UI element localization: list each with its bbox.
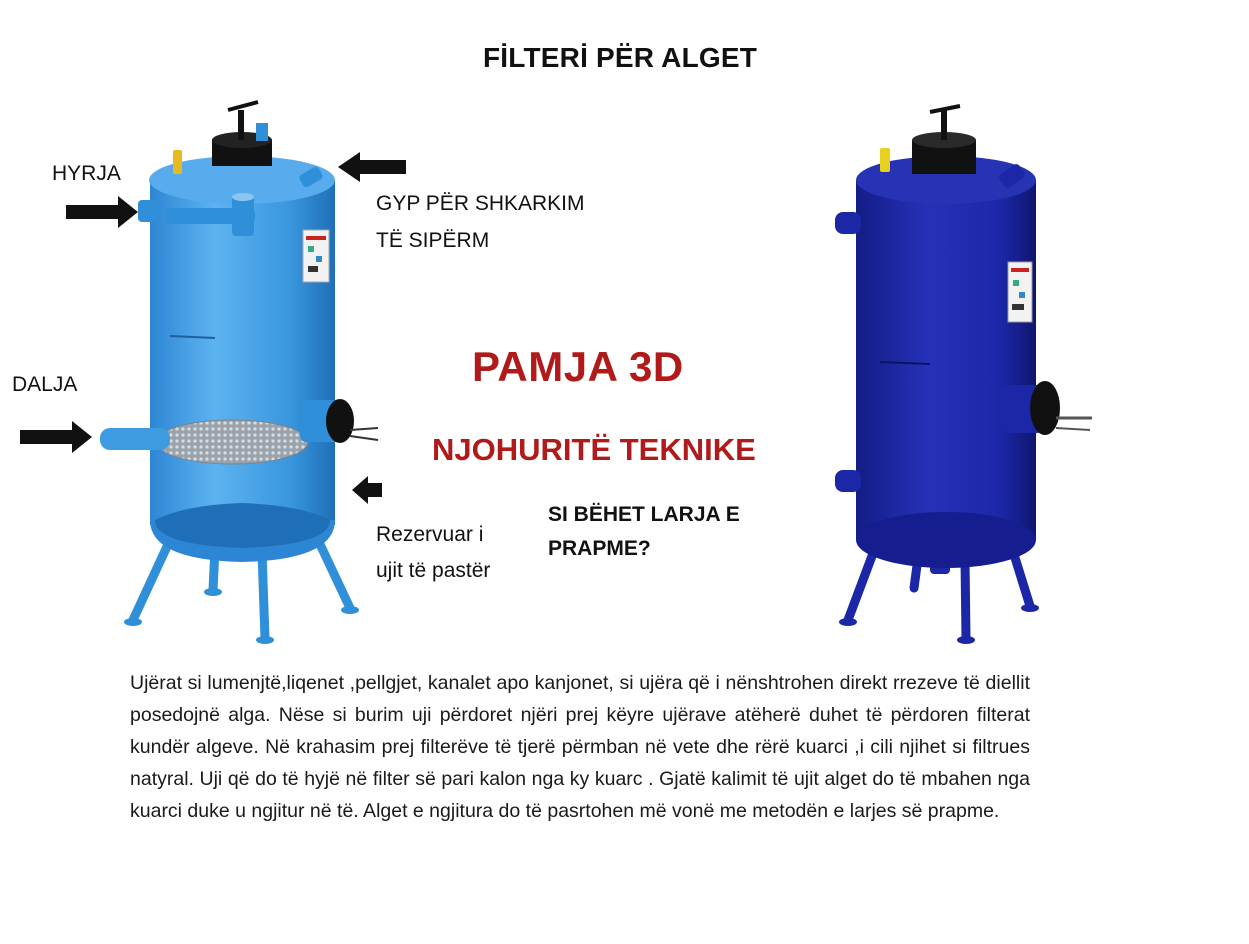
heading-backwash-line2: PRAPME? — [548, 537, 651, 560]
label-reservoir-line1: Rezervuar i — [376, 523, 484, 546]
heading-technical-knowledge: NJOHURITË TEKNIKE — [432, 432, 756, 467]
label-top-pipe-line2: TË SIPËRM — [376, 229, 490, 252]
label-outlet: DALJA — [12, 373, 78, 396]
label-top-pipe-line1: GYP PËR SHKARKIM — [376, 192, 585, 215]
cutaway-filter-tank — [100, 102, 378, 644]
heading-3d-view: PAMJA 3D — [472, 343, 684, 390]
page-title: FİLTERİ PËR ALGET — [482, 42, 758, 73]
arrow-reservoir — [352, 476, 382, 504]
arrow-top-discharge — [338, 152, 406, 182]
solid-filter-tank — [835, 106, 1092, 644]
description-paragraph: Ujërat si lumenjtë,liqenet ,pellgjet, kanalet apo kanjonet, si ujëra që i nënshtrohen direkt rrezeve të diellit posedojnë alga. Nëse si burim uji përdoret njëri prej këyre ujërave atëherë duhet të përdoren filterat kundër algeve. Në krahasim prej filterëve të tjerë përmban në vete dhe rërë kuarci ,i cili njihet si filtrues natyral. Uji që do të hyjë në filter së pari kalon nga ky kuarc . Gjatë kalimit të ujit alget do të mbahen nga kuarci duke u ngjitur në të. Alget e ngjitura do të pasrtohen më vonë me metodën e larjes së prapme. — [130, 672, 1030, 822]
label-reservoir-line2: ujit të pastër — [376, 559, 491, 582]
label-inlet: HYRJA — [52, 162, 121, 185]
arrow-inlet — [66, 196, 138, 228]
arrow-outlet — [20, 421, 92, 453]
heading-backwash-line1: SI BËHET LARJA E — [548, 503, 740, 526]
